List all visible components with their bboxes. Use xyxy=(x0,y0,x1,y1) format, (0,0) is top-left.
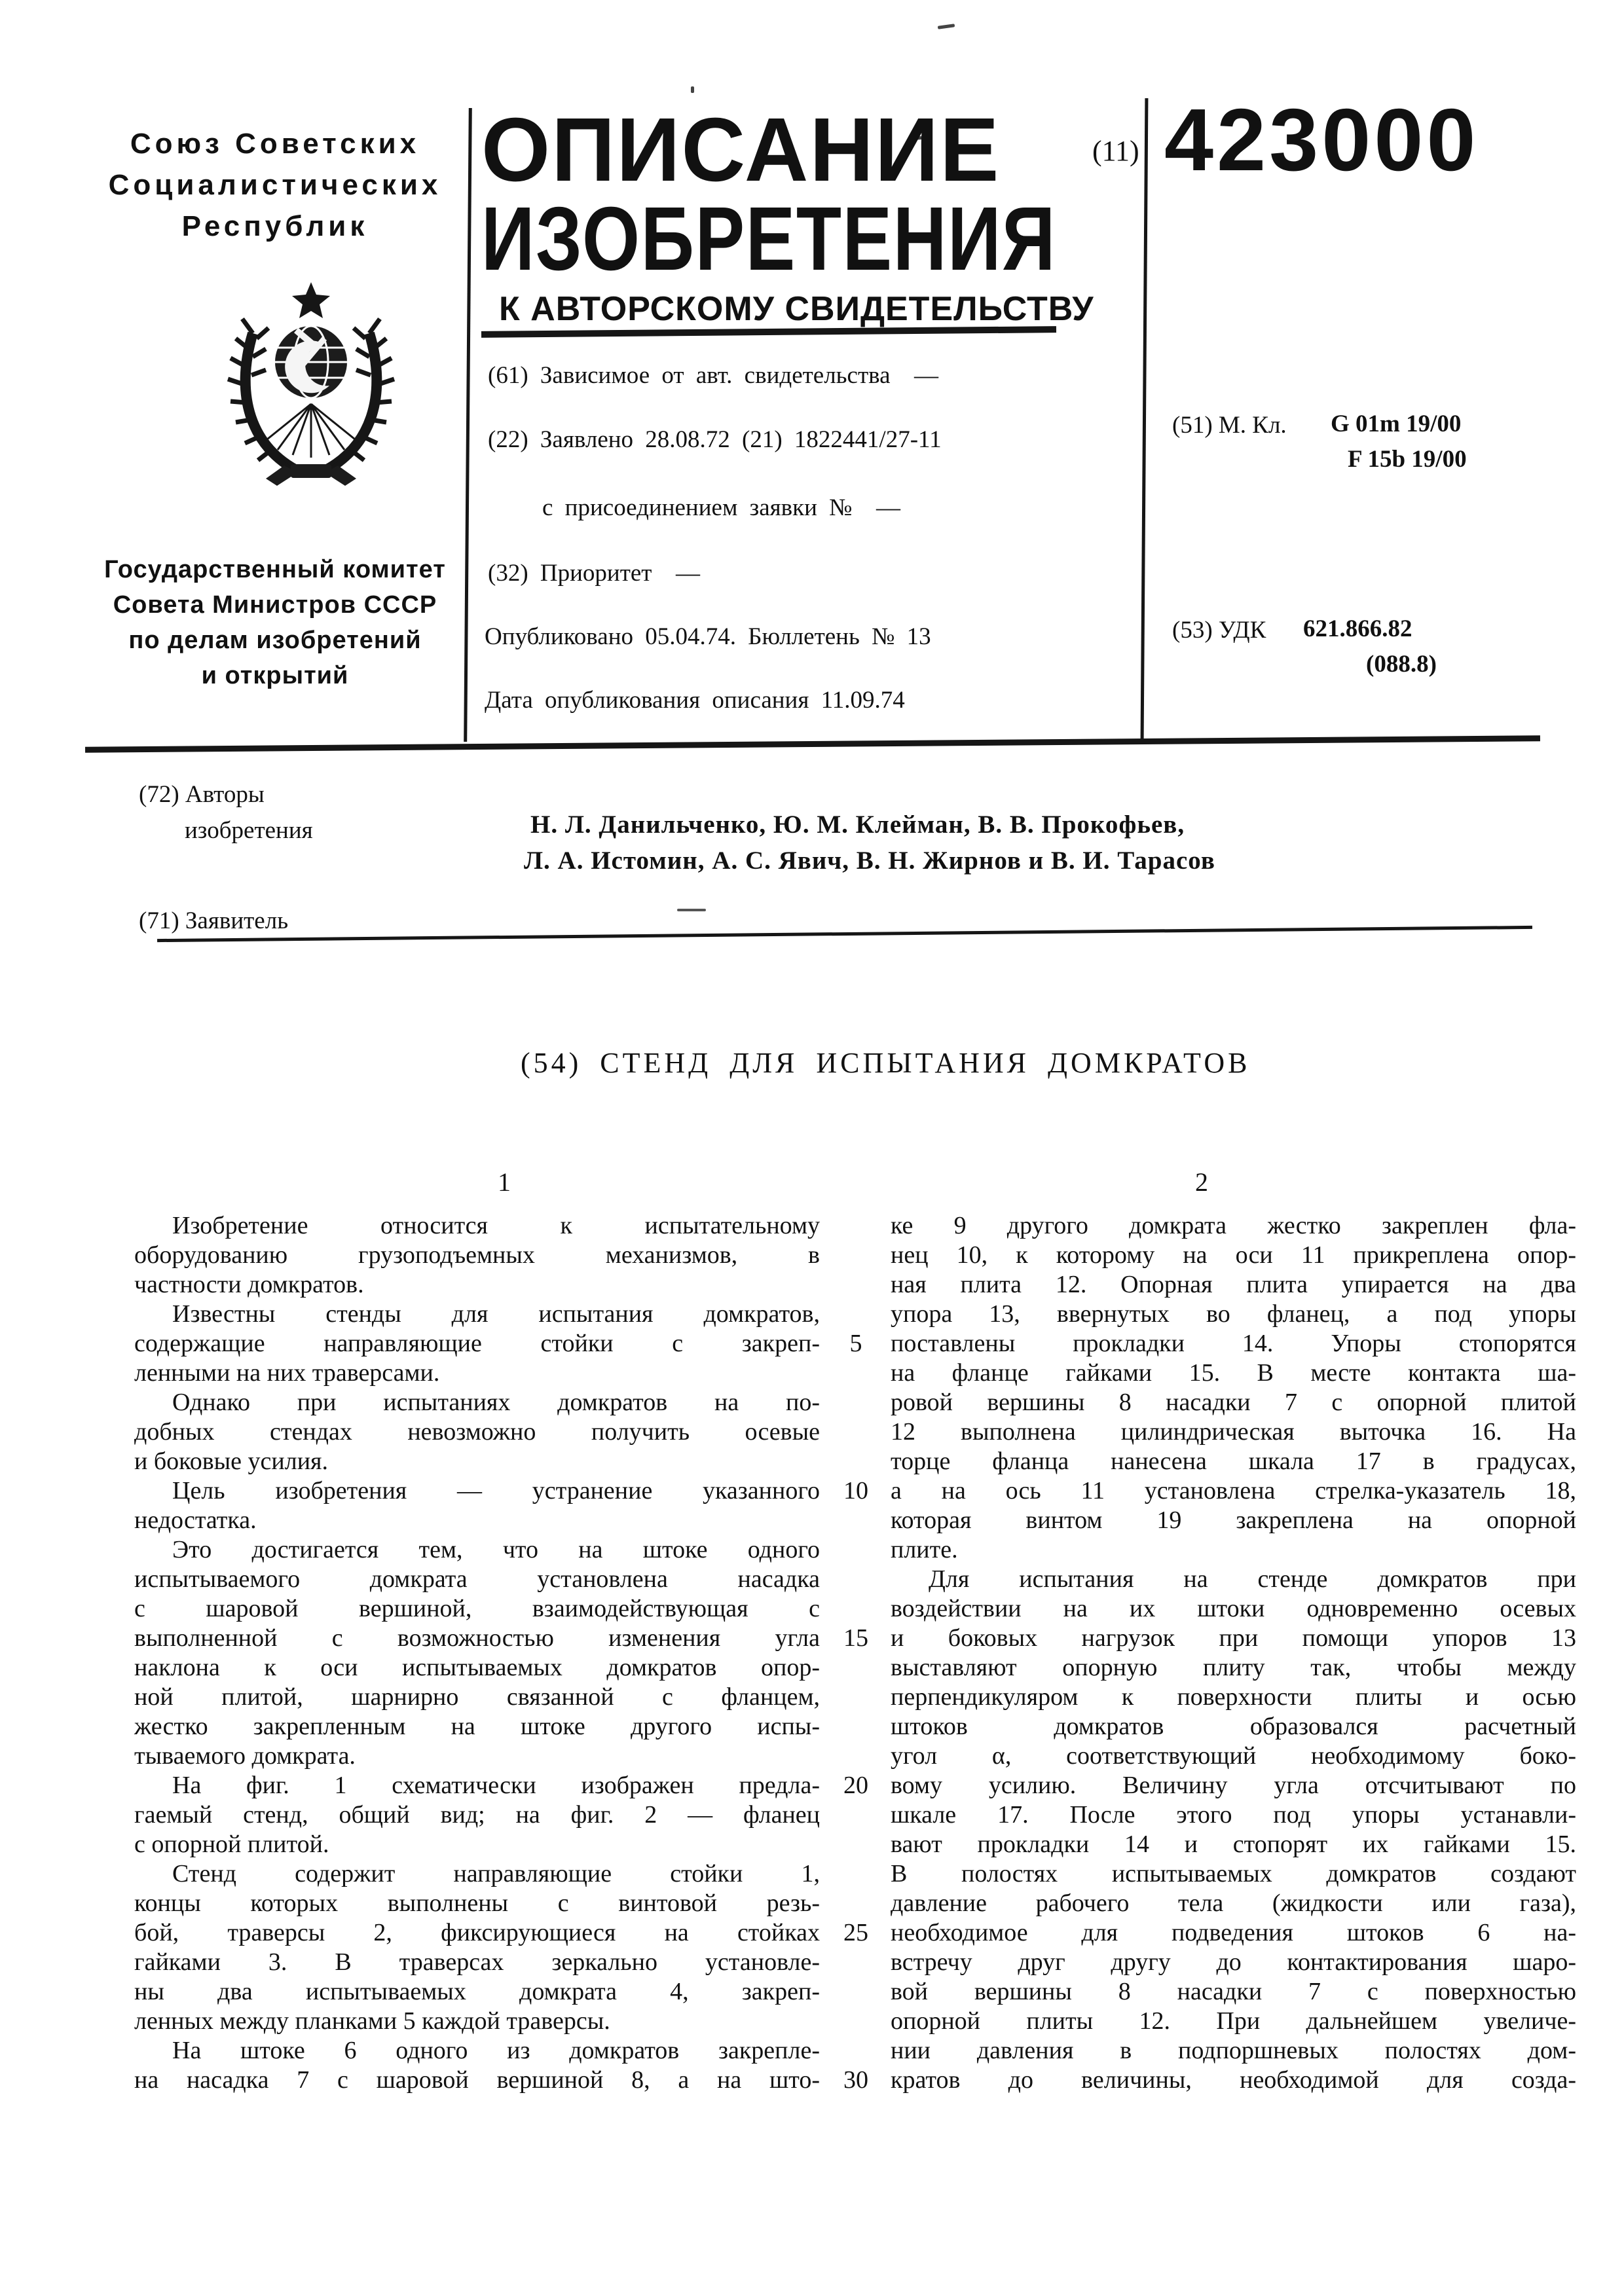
body-line: угол α, соответствующий необходимому боко- xyxy=(891,1742,1576,1770)
body-line: вому усилию. Величину угла отсчитывают по xyxy=(891,1772,1576,1799)
doc-title-line1: ОПИСАНИЕ xyxy=(481,100,1001,200)
field-53-value2: (088.8) xyxy=(1366,651,1437,678)
body-line: тываемого домкрата. xyxy=(134,1742,356,1770)
field-published: Опубликовано 05.04.74. Бюллетень № 13 xyxy=(485,623,931,650)
authors-names-line1: Н. Л. Данильченко, Ю. М. Клейман, В. В. Прокофьев, xyxy=(530,811,1185,839)
body-line: плите. xyxy=(891,1536,958,1563)
body-line: Это достигается тем, что на штоке одного xyxy=(172,1536,820,1563)
body-line: наклона к оси испытываемых домкратов опор- xyxy=(134,1654,820,1681)
body-line: на насадка 7 с шаровой вершиной 8, а на што- xyxy=(134,2066,820,2094)
union-name-line: Республик xyxy=(181,210,369,242)
union-name-line: Союз Советских xyxy=(130,128,420,160)
body-line: частности домкратов. xyxy=(134,1271,364,1298)
body-column-2 xyxy=(891,1211,1576,2095)
applicant-label: (71) Заявитель xyxy=(139,907,289,934)
body-line: которая винтом 19 закреплена на опорной xyxy=(891,1506,1576,1534)
committee-block xyxy=(85,552,465,693)
body-column-1 xyxy=(134,1211,820,2095)
scan-dash xyxy=(677,909,706,911)
authors-label-line1: (72) Авторы xyxy=(139,781,265,808)
field-22: (22) Заявлено 28.08.72 (21) 1822441/27-11 xyxy=(488,426,942,453)
body-line: и боковых нагрузок при помощи упоров 13 xyxy=(891,1624,1576,1652)
body-line: ровой вершины 8 насадки 7 с опорной плитой xyxy=(891,1389,1576,1416)
body-line: с шаровой вершиной, взаимодействующая с xyxy=(134,1595,820,1622)
body-line: Стенд содержит направляющие стойки 1, xyxy=(172,1860,820,1887)
body-line: кратов до величины, необходимой для созда- xyxy=(891,2066,1576,2094)
body-line: бой, траверсы 2, фиксирующиеся на стойках xyxy=(134,1919,820,1946)
line-number: 10 xyxy=(843,1477,868,1504)
field-61: (61) Зависимое от авт. свидетельства — xyxy=(488,362,939,389)
body-line: ленными на них траверсами. xyxy=(134,1359,440,1387)
body-line: концы которых выполнены с винтовой резь- xyxy=(134,1889,820,1917)
body-line: воздействии на их штоки одновременно осевых xyxy=(891,1595,1576,1622)
body-line: гайками 3. В траверсах зеркально установле- xyxy=(134,1948,820,1976)
field-53-label: (53) УДК xyxy=(1172,617,1266,644)
body-line: Изобретение относится к испытательному xyxy=(172,1212,820,1239)
body-line: оборудованию грузоподъемных механизмов, в xyxy=(134,1241,820,1269)
field-51-value2: F 15b 19/00 xyxy=(1348,446,1467,473)
body-line: Цель изобретения — устранение указанного xyxy=(172,1477,820,1504)
field-51-value1: G 01m 19/00 xyxy=(1331,410,1462,437)
body-line: встречу друг другу до контактирования шаро- xyxy=(891,1948,1576,1976)
column2-header: 2 xyxy=(1195,1167,1208,1197)
invention-title: (54) СТЕНД ДЛЯ ИСПЫТАНИЯ ДОМКРАТОВ xyxy=(521,1047,1251,1079)
doc-title-line2: ИЗОБРЕТЕНИЯ xyxy=(481,189,1057,289)
union-name-block xyxy=(92,123,458,247)
body-line: выставляют опорную плиту так, чтобы между xyxy=(891,1654,1576,1681)
body-line: необходимое для подведения штоков 6 на- xyxy=(891,1919,1576,1946)
field-22b: с присоединением заявки № — xyxy=(542,494,900,521)
body-line: на фланце гайками 15. В месте контакта ша- xyxy=(891,1359,1576,1387)
line-number: 30 xyxy=(843,2066,868,2094)
body-line: Для испытания на стенде домкратов при xyxy=(929,1565,1576,1593)
body-line: с опорной плитой. xyxy=(134,1831,329,1858)
union-name-line: Социалистических xyxy=(108,169,442,201)
body-line: нии давления в подпоршневых полостях дом- xyxy=(891,2037,1576,2064)
body-line: испытываемого домкрата установлена насадка xyxy=(134,1565,820,1593)
committee-line: Совета Министров СССР xyxy=(113,591,437,619)
body-line: ленных между планками 5 каждой траверсы. xyxy=(134,2007,610,2035)
body-line: вают прокладки 14 и стопорят их гайками 15. xyxy=(891,1831,1576,1858)
authors-rule xyxy=(157,926,1532,942)
body-line: Однако при испытаниях домкратов на по- xyxy=(172,1389,820,1416)
ussr-coat-of-arms-icon xyxy=(216,278,406,491)
authors-label-line2: изобретения xyxy=(185,817,313,844)
body-line: 12 выполнена цилиндрическая выточка 16. На xyxy=(891,1418,1576,1446)
body-line: гаемый стенд, общий вид; на фиг. 2 — фланец xyxy=(134,1801,820,1829)
body-line: На фиг. 1 схематически изображен предла- xyxy=(172,1772,820,1799)
field-51-label: (51) М. Кл. xyxy=(1172,412,1287,439)
body-line: нец 10, к которому на оси 11 прикреплена опор- xyxy=(891,1241,1576,1269)
body-line: штоков домкратов образовался расчетный xyxy=(891,1713,1576,1740)
body-line: недостатка. xyxy=(134,1506,257,1534)
line-number: 25 xyxy=(843,1919,868,1946)
committee-line: по делам изобретений xyxy=(128,627,422,654)
authors-names-line2: Л. А. Истомин, А. С. Явич, В. Н. Жирнов и В. И. Тарасов xyxy=(524,847,1215,875)
header-divider-left xyxy=(464,108,472,742)
number-label: (11) xyxy=(1092,135,1139,167)
body-line: и боковые усилия. xyxy=(134,1448,329,1475)
committee-line: Государственный комитет xyxy=(104,556,446,583)
body-line: опорной плиты 12. При дальнейшем увеличе- xyxy=(891,2007,1576,2035)
line-number: 15 xyxy=(843,1624,868,1652)
body-line: ке 9 другого домкрата жестко закреплен фла- xyxy=(891,1212,1576,1239)
line-number: 5 xyxy=(849,1330,862,1357)
body-line: добных стендах невозможно получить осевые xyxy=(134,1418,820,1446)
scan-speck xyxy=(691,86,694,93)
patent-number: 423000 xyxy=(1164,90,1479,189)
body-line: ны два испытываемых домкрата 4, закреп- xyxy=(134,1978,820,2005)
field-32: (32) Приоритет — xyxy=(488,560,700,587)
field-53-value1: 621.866.82 xyxy=(1303,615,1412,642)
column1-header: 1 xyxy=(498,1167,511,1197)
body-line: Известны стенды для испытания домкратов, xyxy=(172,1300,820,1328)
body-line: упора 13, ввернутых во фланец, а под упоры xyxy=(891,1300,1576,1328)
body-line: давление рабочего тела (жидкости или газа), xyxy=(891,1889,1576,1917)
line-number: 20 xyxy=(843,1772,868,1799)
body-line: а на ось 11 установлена стрелка-указатель 18, xyxy=(891,1477,1576,1504)
header-rule xyxy=(85,735,1540,752)
field-pub-date: Дата опубликования описания 11.09.74 xyxy=(485,687,905,714)
body-line: ной плитой, шарнирно связанной с фланцем, xyxy=(134,1683,820,1711)
body-line: содержащие направляющие стойки с закреп- xyxy=(134,1330,820,1357)
committee-line: и открытий xyxy=(201,662,349,689)
body-line: вой вершины 8 насадки 7 с поверхностью xyxy=(891,1978,1576,2005)
body-line: жестко закрепленным на штоке другого испы- xyxy=(134,1713,820,1740)
body-line: перпендикуляром к поверхности плиты и осью xyxy=(891,1683,1576,1711)
body-line: торце фланца нанесена шкала 17 в градусах, xyxy=(891,1448,1576,1475)
doc-subtitle: К АВТОРСКОМУ СВИДЕТЕЛЬСТВУ xyxy=(499,290,1094,328)
body-line: В полостях испытываемых домкратов создают xyxy=(891,1860,1576,1887)
header-divider-right xyxy=(1141,98,1149,742)
body-line: ная плита 12. Опорная плита упирается на два xyxy=(891,1271,1576,1298)
scan-speck xyxy=(938,24,955,29)
body-line: шкале 17. После этого под упоры устанавли- xyxy=(891,1801,1576,1829)
body-line: На штоке 6 одного из домкратов закрепле- xyxy=(172,2037,820,2064)
body-line: поставлены прокладки 14. Упоры стопорятся xyxy=(891,1330,1576,1357)
body-line: выполненной с возможностью изменения угла xyxy=(134,1624,820,1652)
